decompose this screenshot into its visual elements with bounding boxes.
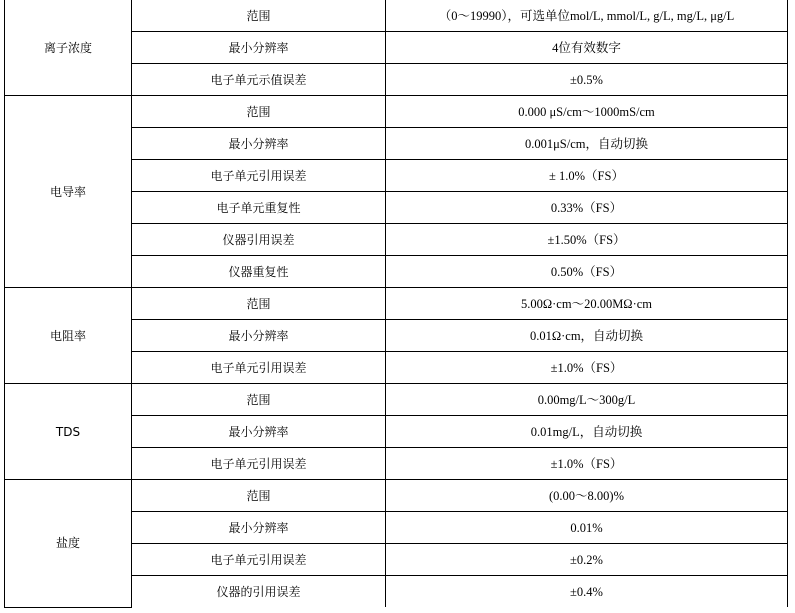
param-cell: 范围 <box>132 288 386 320</box>
value-cell: （0～19990），可选单位mol/L, mmol/L, g/L, mg/L, μg/L <box>386 0 788 32</box>
value-cell: 0.01% <box>386 512 788 544</box>
value-cell: 0.50%（FS） <box>386 256 788 288</box>
value-cell: 0.01mg/L，自动切换 <box>386 416 788 448</box>
value-cell: (0.00～8.00)% <box>386 480 788 512</box>
value-cell: 0.001μS/cm，自动切换 <box>386 128 788 160</box>
table-row <box>5 0 788 32</box>
table-row <box>5 480 788 512</box>
value-cell: 0.000 μS/cm～1000mS/cm <box>386 96 788 128</box>
value-cell: ±0.2% <box>386 544 788 576</box>
param-cell: 范围 <box>132 96 386 128</box>
category-cell-ion-concentration: 离子浓度 <box>5 0 132 96</box>
param-cell: 最小分辨率 <box>132 32 386 64</box>
category-cell-tds: TDS <box>5 384 132 480</box>
param-cell: 电子单元引用误差 <box>132 448 386 480</box>
param-cell: 最小分辨率 <box>132 128 386 160</box>
param-cell: 仪器引用误差 <box>132 224 386 256</box>
value-cell: ±1.0%（FS） <box>386 352 788 384</box>
param-cell: 范围 <box>132 384 386 416</box>
param-cell: 仪器的引用误差 <box>132 576 386 608</box>
param-cell: 最小分辨率 <box>132 512 386 544</box>
param-cell: 电子单元引用误差 <box>132 160 386 192</box>
param-cell: 电子单元引用误差 <box>132 544 386 576</box>
table-row <box>5 384 788 416</box>
category-cell-salinity: 盐度 <box>5 480 132 608</box>
category-cell-resistivity: 电阻率 <box>5 288 132 384</box>
value-cell: ± 1.0%（FS） <box>386 160 788 192</box>
param-cell: 电子单元示值误差 <box>132 64 386 96</box>
value-cell: 4位有效数字 <box>386 32 788 64</box>
param-cell: 范围 <box>132 0 386 32</box>
value-cell: 5.00Ω·cm～20.00MΩ·cm <box>386 288 788 320</box>
value-cell: 0.01Ω·cm，自动切换 <box>386 320 788 352</box>
spec-table <box>4 0 788 608</box>
value-cell: ±0.5% <box>386 64 788 96</box>
spec-table-body <box>5 0 788 607</box>
param-cell: 电子单元引用误差 <box>132 352 386 384</box>
value-cell: 0.33%（FS） <box>386 192 788 224</box>
value-cell: ±1.0%（FS） <box>386 448 788 480</box>
table-row <box>5 288 788 320</box>
param-cell: 仪器重复性 <box>132 256 386 288</box>
param-cell: 电子单元重复性 <box>132 192 386 224</box>
table-row <box>5 96 788 128</box>
value-cell: 0.00mg/L～300g/L <box>386 384 788 416</box>
value-cell: ±1.50%（FS） <box>386 224 788 256</box>
param-cell: 最小分辨率 <box>132 416 386 448</box>
value-cell: ±0.4% <box>386 576 788 608</box>
param-cell: 范围 <box>132 480 386 512</box>
category-cell-conductivity: 电导率 <box>5 96 132 288</box>
param-cell: 最小分辨率 <box>132 320 386 352</box>
